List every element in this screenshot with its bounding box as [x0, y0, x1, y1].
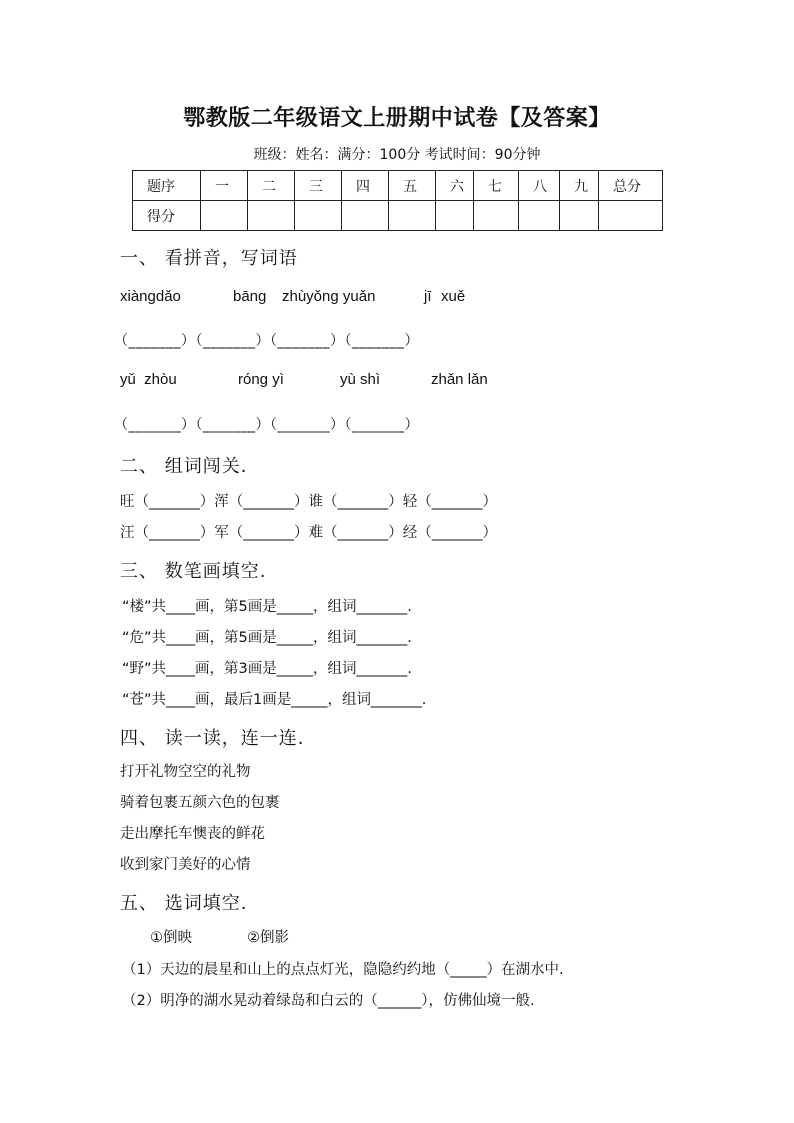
score-cell[interactable] — [436, 201, 474, 231]
score-cell[interactable] — [519, 201, 560, 231]
pinyin-item: yǔ zhòu — [120, 371, 177, 388]
pinyin-item: róng yì — [238, 371, 284, 388]
stroke-question[interactable]: “野”共____画，第3画是_____，组词_______. — [122, 661, 412, 677]
pinyin-item: xiàngdǎo — [120, 288, 181, 305]
match-line: 走出摩托车懊丧的鲜花 — [120, 826, 265, 842]
score-cell[interactable] — [560, 201, 599, 231]
section-4-heading: 四、 读一读，连一连. — [120, 728, 305, 749]
score-cell[interactable] — [201, 201, 248, 231]
exam-info: 班级：姓名：满分：100分 考试时间：90分钟 — [253, 147, 541, 163]
pinyin-item: jī — [424, 288, 432, 305]
header-cell: 总分 — [599, 171, 663, 201]
answer-blanks-row[interactable]: （_______）（_______）（_______）（_______） — [114, 417, 419, 433]
score-row-label: 得分 — [133, 201, 201, 231]
section-1-heading: 一、 看拼音，写词语 — [120, 248, 298, 269]
score-cell[interactable] — [295, 201, 342, 231]
section-2-heading: 二、 组词闯关. — [120, 456, 248, 477]
score-cell[interactable] — [248, 201, 295, 231]
score-cell[interactable] — [389, 201, 436, 231]
word-option: ②倒影 — [247, 930, 289, 946]
section-3-heading: 三、 数笔画填空. — [120, 561, 267, 582]
header-cell: 题序 — [133, 171, 201, 201]
match-line: 打开礼物空空的礼物 — [120, 764, 251, 780]
score-table-score-row — [133, 201, 663, 231]
word-group-row[interactable]: 旺（_______）浑（_______）谁（_______）轻（_______） — [120, 494, 497, 510]
match-line: 收到家门美好的心情 — [120, 857, 251, 873]
page-title: 鄂教版二年级语文上册期中试卷【及答案】 — [183, 105, 611, 131]
score-cell[interactable] — [474, 201, 519, 231]
header-cell: 八 — [519, 171, 560, 201]
pinyin-item: xuě — [441, 288, 466, 305]
word-group-row[interactable]: 汪（_______）军（_______）难（_______）经（_______） — [120, 525, 497, 541]
header-cell: 一 — [201, 171, 248, 201]
score-cell[interactable] — [342, 201, 389, 231]
word-option: ①倒映 — [150, 930, 192, 946]
pinyin-item: zhǎn lǎn — [431, 371, 488, 388]
score-cell[interactable] — [599, 201, 663, 231]
section-5-heading: 五、 选词填空. — [120, 893, 248, 914]
pinyin-item: zhùyǒng yuǎn — [282, 288, 376, 305]
header-cell: 五 — [389, 171, 436, 201]
fill-question[interactable]: （2）明净的湖水晃动着绿岛和白云的（______），仿佛仙境一般. — [122, 993, 535, 1009]
header-cell: 三 — [295, 171, 342, 201]
header-cell: 七 — [474, 171, 519, 201]
pinyin-item: yù shì — [340, 371, 381, 388]
header-cell: 四 — [342, 171, 389, 201]
stroke-question[interactable]: “危”共____画，第5画是_____，组词_______. — [122, 630, 412, 646]
header-cell: 九 — [560, 171, 599, 201]
match-line: 骑着包裹五颜六色的包裹 — [120, 795, 280, 811]
pinyin-item: bāng — [233, 288, 267, 305]
header-cell: 六 — [436, 171, 474, 201]
stroke-question[interactable]: “楼”共____画，第5画是_____，组词_______. — [122, 599, 412, 615]
fill-question[interactable]: （1）天边的晨星和山上的点点灯光，隐隐约约地（_____）在湖水中. — [122, 962, 564, 978]
answer-blanks-row[interactable]: （_______）（_______）（_______）（_______） — [114, 333, 419, 349]
stroke-question[interactable]: “苍”共____画，最后1画是_____，组词_______. — [122, 692, 427, 708]
score-table — [132, 170, 663, 231]
score-table-header-row — [133, 171, 663, 201]
header-cell: 二 — [248, 171, 295, 201]
